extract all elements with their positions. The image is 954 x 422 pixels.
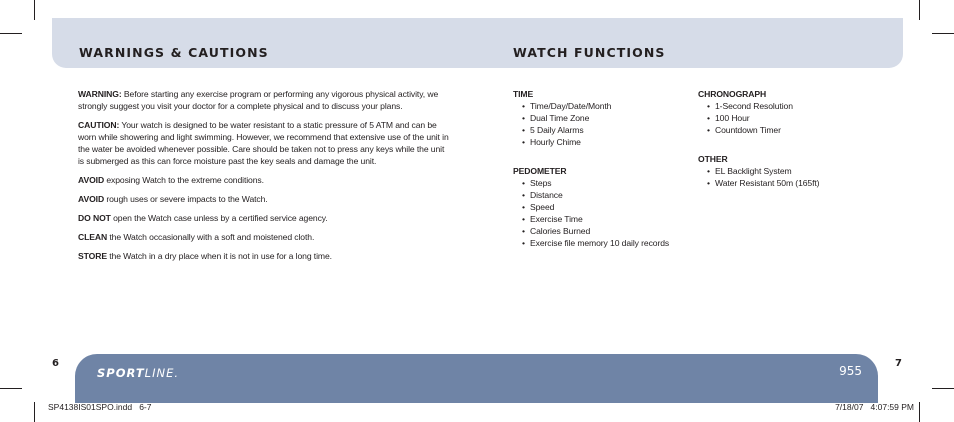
caution-text: Your watch is designed to be water resistant to a static pressure of 5 ATM and can be worn while showering and light swimming. However, we recommend that extensive use of the unit in the water be avoided whenever possible. Care should be taken not to press any keys while the unit is submerged as this can force moisture past the key seals and damage the unit. [78, 120, 449, 166]
chronograph-list [698, 100, 819, 136]
clean-keyword: CLEAN [78, 232, 108, 242]
chronograph-group [698, 88, 819, 136]
avoid-text: exposing Watch to the extreme conditions. [104, 175, 264, 185]
list-item-text: Time/Day/Date/Month [530, 101, 612, 111]
brand-logo-dot: . [174, 366, 179, 380]
crop-mark [0, 33, 22, 34]
warning-paragraph [78, 88, 450, 112]
list-item [522, 124, 669, 136]
brand-logo-bold: SPORT [97, 366, 145, 380]
list-item-text: Steps [530, 178, 552, 188]
model-number: 955 [839, 364, 862, 378]
crop-mark [34, 402, 35, 422]
other-group [698, 153, 819, 189]
avoid-paragraph [78, 174, 450, 186]
other-list [698, 165, 819, 189]
crop-mark [919, 402, 920, 422]
do-not-text: open the Watch case unless by a certified service agency. [110, 213, 328, 223]
avoid-keyword: AVOID [78, 175, 105, 185]
store-paragraph [78, 250, 450, 262]
list-item [522, 177, 669, 189]
bullet-icon: • [522, 125, 525, 135]
functions-column-right [698, 88, 819, 206]
bullet-icon: • [522, 214, 525, 224]
crop-mark [0, 388, 22, 389]
bullet-icon: • [707, 125, 710, 135]
crop-mark [34, 0, 35, 20]
list-item-text: EL Backlight System [715, 166, 792, 176]
slug-timestamp: 7/18/07 4:07:59 PM [835, 402, 914, 412]
list-item-text: Countdown Timer [715, 125, 781, 135]
clean-paragraph [78, 231, 450, 243]
list-item [522, 237, 669, 249]
list-item-text: Hourly Chime [530, 137, 581, 147]
functions-column-left [513, 88, 669, 266]
list-item [522, 201, 669, 213]
bullet-icon: • [522, 226, 525, 236]
list-item [707, 177, 819, 189]
bullet-icon: • [707, 101, 710, 111]
list-item-text: Speed [530, 202, 555, 212]
pedometer-group [513, 165, 669, 249]
list-item-text: Exercise Time [530, 214, 583, 224]
functions-title: WATCH FUNCTIONS [513, 45, 666, 60]
avoid-text: rough uses or severe impacts to the Watch. [104, 194, 268, 204]
bullet-icon: • [522, 137, 525, 147]
list-item [707, 100, 819, 112]
list-item-text: Dual Time Zone [530, 113, 590, 123]
brand-logo [97, 366, 179, 380]
list-item [707, 165, 819, 177]
time-heading: TIME [513, 89, 534, 99]
list-item-text: 1-Second Resolution [715, 101, 793, 111]
slug-filename: SP4138IS01SPO.indd 6-7 [48, 402, 152, 412]
bullet-icon: • [522, 202, 525, 212]
crop-mark [919, 0, 920, 20]
page-number-right: 7 [895, 358, 902, 369]
pedometer-heading: PEDOMETER [513, 166, 567, 176]
page-number-left: 6 [52, 358, 59, 369]
do-not-paragraph [78, 212, 450, 224]
time-list [513, 100, 669, 148]
avoid-paragraph [78, 193, 450, 205]
header-band [52, 18, 903, 68]
list-item [522, 136, 669, 148]
list-item-text: Distance [530, 190, 563, 200]
caution-keyword: CAUTION: [78, 120, 120, 130]
bullet-icon: • [707, 113, 710, 123]
warnings-title: WARNINGS & CAUTIONS [79, 45, 269, 60]
list-item [522, 112, 669, 124]
bullet-icon: • [522, 113, 525, 123]
time-group [513, 88, 669, 148]
list-item [522, 189, 669, 201]
chronograph-heading: CHRONOGRAPH [698, 89, 767, 99]
list-item-text: Exercise file memory 10 daily records [530, 238, 670, 248]
footer-band [75, 354, 878, 403]
crop-mark [932, 33, 954, 34]
store-keyword: STORE [78, 251, 107, 261]
pedometer-list [513, 177, 669, 249]
list-item [522, 213, 669, 225]
bullet-icon: • [522, 101, 525, 111]
list-item [707, 124, 819, 136]
list-item [707, 112, 819, 124]
crop-mark [932, 388, 954, 389]
list-item-text: Water Resistant 50m (165ft) [715, 178, 820, 188]
bullet-icon: • [522, 178, 525, 188]
store-text: the Watch in a dry place when it is not in use for a long time. [106, 251, 332, 261]
bullet-icon: • [522, 238, 525, 248]
warning-text: Before starting any exercise program or performing any vigorous physical activity, we strongly suggest you visit your doctor for a complete physical and to discuss your plans. [78, 89, 439, 111]
warnings-section [78, 88, 450, 269]
other-heading: OTHER [698, 154, 728, 164]
avoid-keyword: AVOID [78, 194, 105, 204]
list-item [522, 100, 669, 112]
caution-paragraph [78, 119, 450, 167]
brand-logo-light: LINE [144, 366, 175, 380]
list-item-text: Calories Burned [530, 226, 591, 236]
list-item-text: 5 Daily Alarms [530, 125, 584, 135]
list-item [522, 225, 669, 237]
warning-keyword: WARNING: [78, 89, 122, 99]
bullet-icon: • [707, 166, 710, 176]
bullet-icon: • [707, 178, 710, 188]
clean-text: the Watch occasionally with a soft and moistened cloth. [107, 232, 315, 242]
do-not-keyword: DO NOT [78, 213, 111, 223]
list-item-text: 100 Hour [715, 113, 750, 123]
bullet-icon: • [522, 190, 525, 200]
